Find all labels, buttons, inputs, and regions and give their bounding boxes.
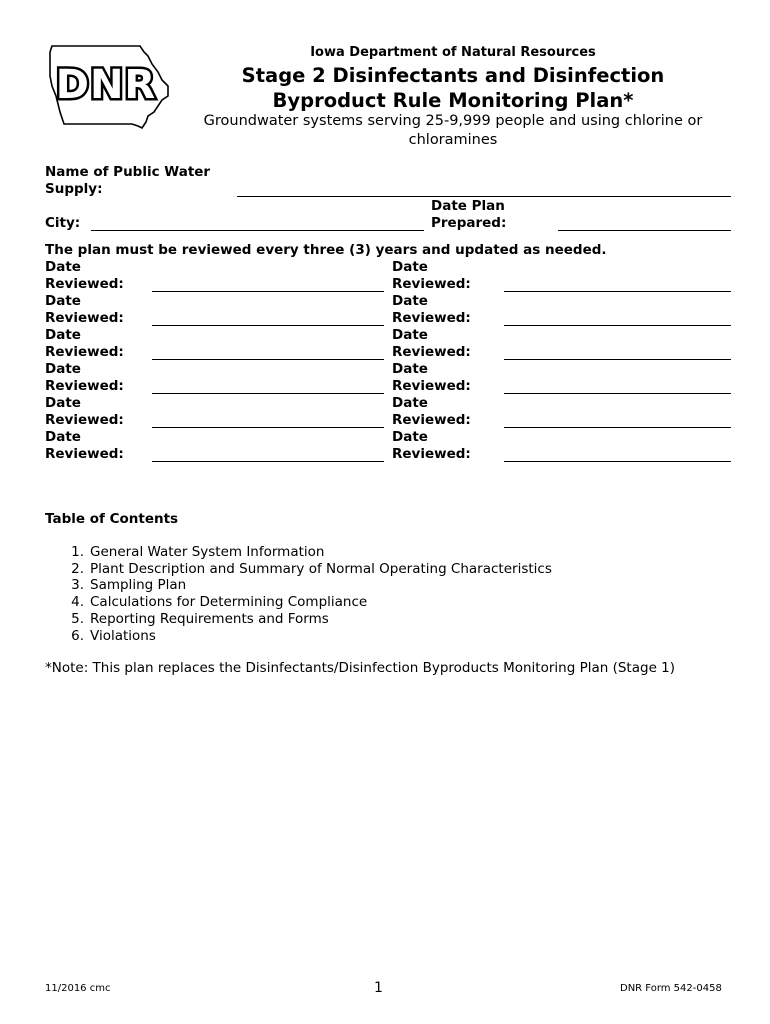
date-reviewed-field-9[interactable] — [504, 359, 731, 360]
review-label-1 — [45, 259, 124, 293]
reviewed-label: Reviewed: — [45, 446, 124, 462]
date-reviewed-field-1[interactable] — [152, 291, 384, 292]
form-subtitle-line2: chloramines — [408, 132, 498, 148]
date-label: Date — [392, 327, 428, 343]
toc-item-number: 1. — [71, 544, 84, 560]
date-reviewed-field-2[interactable] — [152, 325, 384, 326]
dnr-iowa-logo — [44, 42, 172, 132]
reviewed-label: Reviewed: — [392, 378, 471, 394]
date-plan-label — [431, 198, 506, 232]
review-label-7 — [392, 259, 471, 293]
toc-item — [45, 611, 552, 628]
toc-item — [45, 594, 552, 611]
date-reviewed-field-11[interactable] — [504, 427, 731, 428]
toc-title: Table of Contents — [45, 511, 179, 527]
toc-item — [45, 628, 552, 645]
reviewed-label: Reviewed: — [45, 310, 124, 326]
agency-name: Iowa Department of Natural Resources — [310, 45, 596, 60]
date-label: Date — [45, 395, 81, 411]
form-title — [192, 63, 714, 113]
review-notice: The plan must be reviewed every three (3) years and updated as needed. — [45, 242, 607, 258]
date-label: Date — [392, 293, 428, 309]
reviewed-label: Reviewed: — [45, 344, 124, 360]
review-label-10 — [392, 361, 471, 395]
date-reviewed-field-6[interactable] — [152, 461, 384, 462]
toc-item-text: Calculations for Determining Compliance — [90, 594, 368, 611]
toc-item — [45, 561, 552, 578]
date-label: Date — [392, 361, 428, 377]
form-number: DNR Form 542-0458 — [620, 983, 722, 994]
date-label: Date — [392, 259, 428, 275]
city-field[interactable] — [91, 230, 424, 231]
date-plan-label-line1: Date Plan — [431, 198, 505, 214]
reviewed-label: Reviewed: — [392, 310, 471, 326]
date-label: Date — [45, 327, 81, 343]
review-label-6 — [45, 429, 124, 463]
date-plan-label-line2: Prepared: — [431, 215, 507, 231]
date-reviewed-field-12[interactable] — [504, 461, 731, 462]
toc-item-text: Violations — [90, 627, 156, 644]
review-label-9 — [392, 327, 471, 361]
replacement-note: *Note: This plan replaces the Disinfectants/Disinfection Byproducts Monitoring Plan (Stage 1) — [45, 660, 676, 676]
reviewed-label: Reviewed: — [45, 276, 124, 292]
toc-item-text: General Water System Information — [90, 544, 325, 560]
date-reviewed-field-5[interactable] — [152, 427, 384, 428]
toc-item-number: 3. — [71, 577, 84, 594]
date-label: Date — [45, 259, 81, 275]
reviewed-label: Reviewed: — [392, 412, 471, 428]
reviewed-label: Reviewed: — [45, 378, 124, 394]
toc-item — [45, 544, 552, 561]
date-reviewed-field-8[interactable] — [504, 325, 731, 326]
reviewed-label: Reviewed: — [392, 276, 471, 292]
date-label: Date — [45, 429, 81, 445]
reviewed-label: Reviewed: — [392, 344, 471, 360]
toc-item — [45, 577, 552, 594]
supply-label-line2: Supply: — [45, 181, 103, 197]
toc-item-text: Reporting Requirements and Forms — [90, 610, 329, 627]
review-label-4 — [45, 361, 124, 395]
city-label: City: — [45, 215, 81, 231]
review-label-2 — [45, 293, 124, 327]
toc-list — [45, 544, 552, 644]
date-reviewed-field-3[interactable] — [152, 359, 384, 360]
toc-item-number: 4. — [71, 594, 84, 611]
toc-item-number: 2. — [71, 560, 84, 577]
form-subtitle-line1: Groundwater systems serving 25-9,999 people and using chlorine or — [203, 113, 703, 129]
reviewed-label: Reviewed: — [45, 412, 124, 428]
toc-item-number: 5. — [71, 610, 84, 627]
form-title-line2: Byproduct Rule Monitoring Plan* — [272, 89, 634, 112]
date-reviewed-field-4[interactable] — [152, 393, 384, 394]
date-label: Date — [392, 429, 428, 445]
toc-item-number: 6. — [71, 627, 84, 644]
form-subtitle — [192, 112, 714, 150]
page-number: 1 — [374, 980, 383, 996]
toc-item-text: Sampling Plan — [90, 577, 187, 594]
supply-label-line1: Name of Public Water — [45, 164, 211, 180]
review-label-5 — [45, 395, 124, 429]
supply-name-field[interactable] — [237, 196, 731, 197]
date-label: Date — [392, 395, 428, 411]
review-label-11 — [392, 395, 471, 429]
review-label-8 — [392, 293, 471, 327]
review-label-3 — [45, 327, 124, 361]
date-plan-prepared-field[interactable] — [558, 230, 731, 231]
review-label-12 — [392, 429, 471, 463]
date-reviewed-field-7[interactable] — [504, 291, 731, 292]
footer-revision: 11/2016 cmc — [45, 983, 111, 994]
date-label: Date — [45, 293, 81, 309]
logo-text: DNR — [55, 62, 157, 108]
reviewed-label: Reviewed: — [392, 446, 471, 462]
date-reviewed-field-10[interactable] — [504, 393, 731, 394]
toc-item-text: Plant Description and Summary of Normal Operating Characteristics — [90, 560, 552, 577]
supply-label — [45, 164, 210, 198]
date-label: Date — [45, 361, 81, 377]
form-title-line1: Stage 2 Disinfectants and Disinfection — [241, 64, 665, 87]
